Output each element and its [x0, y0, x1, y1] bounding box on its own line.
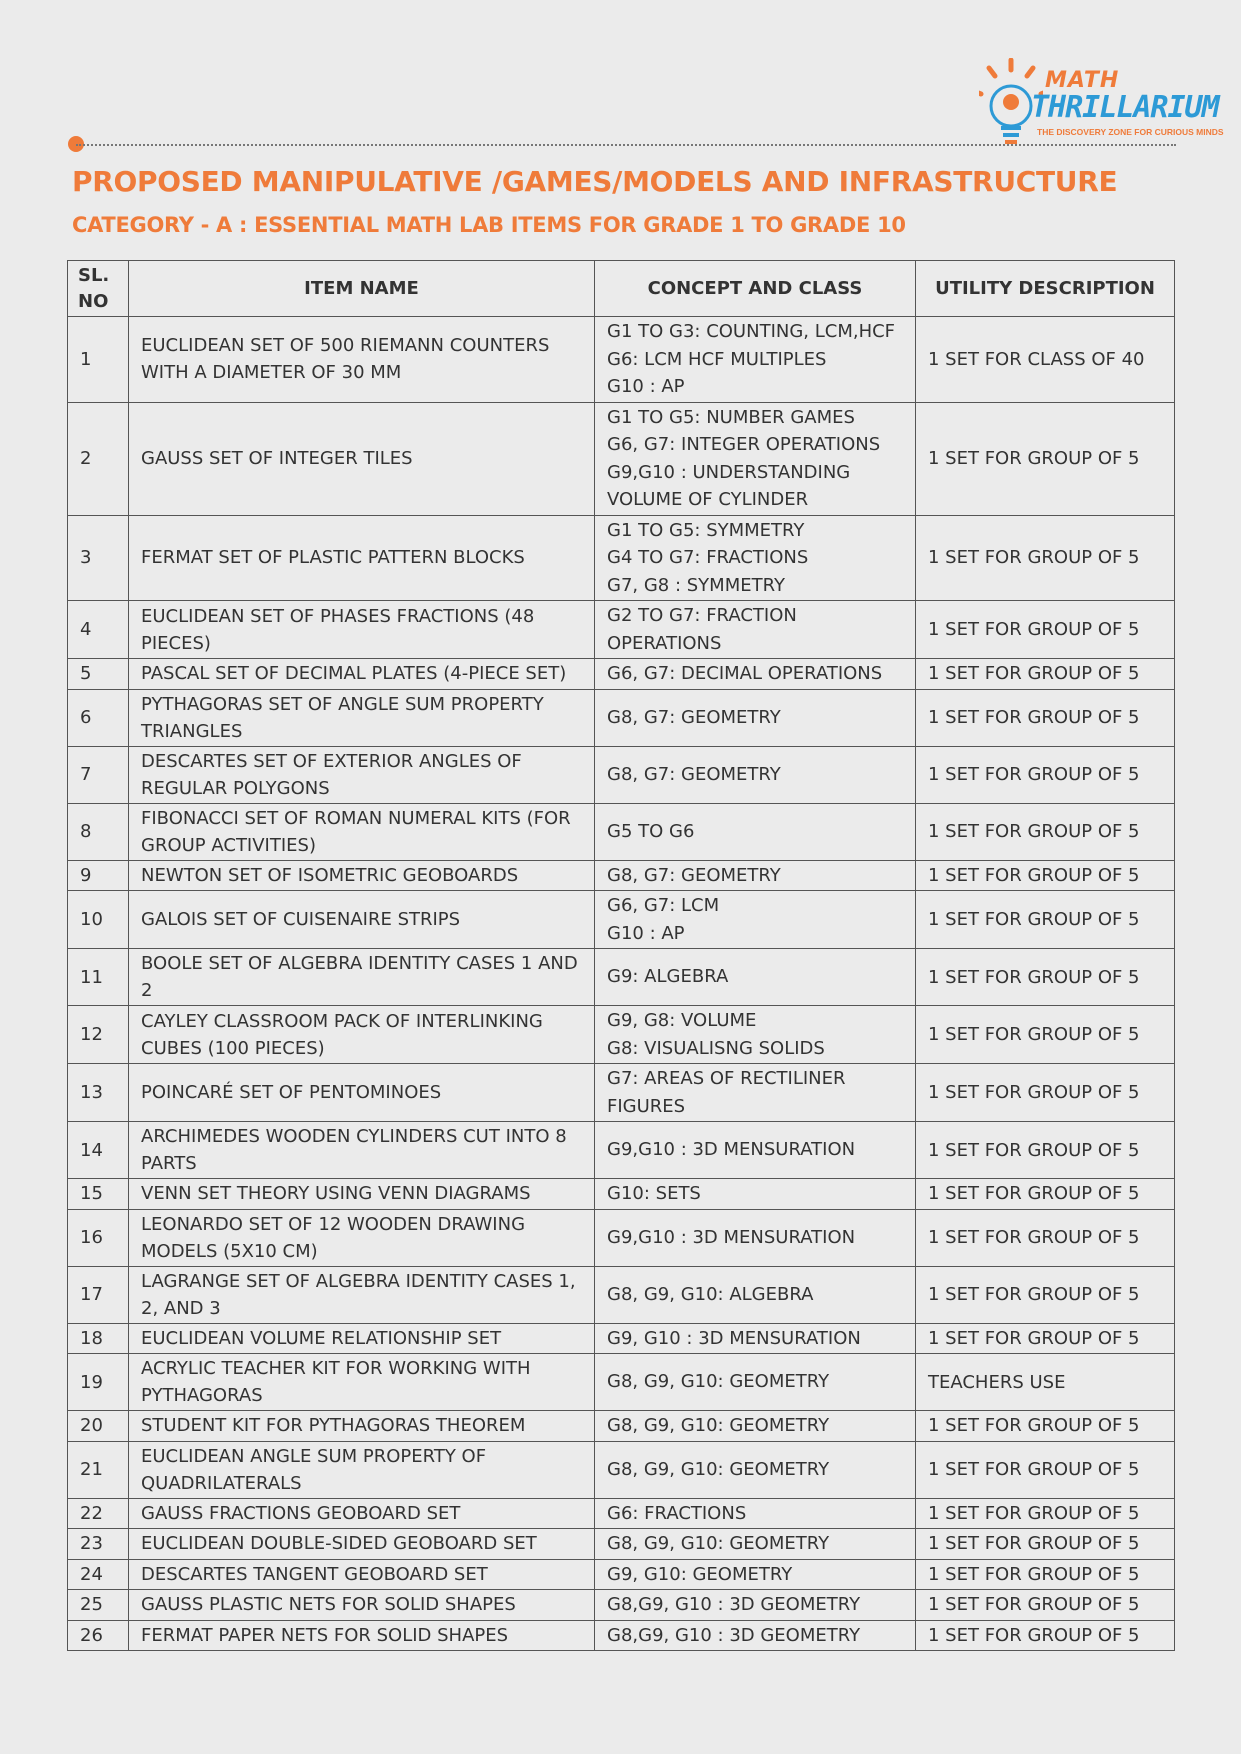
- concept-line: G6, G7: DECIMAL OPERATIONS: [607, 663, 883, 684]
- concept-class: [595, 746, 916, 803]
- concept-line: G5 TO G6: [607, 820, 695, 842]
- item-name: EUCLIDEAN VOLUME RELATIONSHIP SET: [129, 1323, 595, 1354]
- utility-description: 1 SET FOR GROUP OF 5: [916, 1590, 1175, 1621]
- row-number: 26: [68, 1620, 129, 1651]
- utility-description: 1 SET FOR GROUP OF 5: [916, 1266, 1175, 1323]
- utility-description: 1 SET FOR CLASS OF 40: [916, 317, 1175, 403]
- table-row: [68, 803, 1175, 860]
- table-row: [68, 1498, 1175, 1529]
- row-number: 5: [68, 659, 129, 690]
- utility-description: 1 SET FOR GROUP OF 5: [916, 1620, 1175, 1651]
- utility-description: 1 SET FOR GROUP OF 5: [916, 1064, 1175, 1122]
- concept-class: [595, 1064, 916, 1122]
- concept-line: G1 TO G5: NUMBER GAMES: [607, 406, 855, 428]
- concept-class: [595, 1620, 916, 1651]
- concept-line: G6: FRACTIONS: [607, 1502, 747, 1524]
- concept-class: [595, 601, 916, 659]
- row-number: 16: [68, 1209, 129, 1266]
- concept-line: G1 TO G5: SYMMETRY: [607, 519, 805, 541]
- table-row: [68, 1590, 1175, 1621]
- concept-line: G6, G7: INTEGER OPERATIONS: [607, 434, 881, 455]
- item-name: FERMAT SET OF PLASTIC PATTERN BLOCKS: [129, 515, 595, 601]
- item-name: FIBONACCI SET OF ROMAN NUMERAL KITS (FOR GROUP ACTIVITIES): [129, 803, 595, 860]
- row-number: 14: [68, 1122, 129, 1179]
- logo-word-math: MATH: [1045, 68, 1120, 93]
- concept-line: G8: VISUALISNG SOLIDS: [607, 1037, 825, 1059]
- table-row: [68, 746, 1175, 803]
- row-number: 8: [68, 803, 129, 860]
- concept-class: [595, 803, 916, 860]
- table-row: [68, 1266, 1175, 1323]
- concept-class: [595, 659, 916, 690]
- logo-word-thrillarium: THRILLARIUM: [1031, 90, 1219, 125]
- table-row: [68, 949, 1175, 1006]
- concept-class: [595, 1323, 916, 1354]
- table-header-row: [68, 261, 1175, 317]
- concept-class: [595, 1498, 916, 1529]
- concept-class: [595, 1122, 916, 1179]
- concept-line: G8, G7: GEOMETRY: [607, 763, 781, 785]
- concept-class: [595, 515, 916, 601]
- utility-description: 1 SET FOR GROUP OF 5: [916, 746, 1175, 803]
- brand-logo: [945, 36, 1224, 146]
- utility-description: 1 SET FOR GROUP OF 5: [916, 1441, 1175, 1498]
- concept-line: G9,G10 : 3D MENSURATION: [607, 1139, 856, 1161]
- item-name: DESCARTES SET OF EXTERIOR ANGLES OF REGULAR POLYGONS: [129, 746, 595, 803]
- item-name: DESCARTES TANGENT GEOBOARD SET: [129, 1559, 595, 1590]
- concept-line: G10 : AP: [607, 376, 685, 397]
- table-row: [68, 1411, 1175, 1442]
- utility-description: 1 SET FOR GROUP OF 5: [916, 515, 1175, 601]
- table-row: [68, 601, 1175, 659]
- row-number: 11: [68, 949, 129, 1006]
- concept-class: [595, 1411, 916, 1442]
- utility-description: 1 SET FOR GROUP OF 5: [916, 1411, 1175, 1442]
- concept-line: G10 : AP: [607, 922, 685, 944]
- concept-class: [595, 402, 916, 515]
- item-name: GALOIS SET OF CUISENAIRE STRIPS: [129, 891, 595, 949]
- utility-description: 1 SET FOR GROUP OF 5: [916, 1498, 1175, 1529]
- row-number: 13: [68, 1064, 129, 1122]
- row-number: 6: [68, 689, 129, 746]
- row-number: 17: [68, 1266, 129, 1323]
- concept-class: [595, 1529, 916, 1560]
- item-name: PYTHAGORAS SET OF ANGLE SUM PROPERTY TRIANGLES: [129, 689, 595, 746]
- item-name: STUDENT KIT FOR PYTHAGORAS THEOREM: [129, 1411, 595, 1442]
- item-name: NEWTON SET OF ISOMETRIC GEOBOARDS: [129, 860, 595, 891]
- concept-line: G6, G7: LCM: [607, 895, 720, 916]
- utility-description: 1 SET FOR GROUP OF 5: [916, 1006, 1175, 1064]
- row-number: 7: [68, 746, 129, 803]
- concept-class: [595, 1590, 916, 1621]
- concept-class: [595, 1441, 916, 1498]
- table-row: [68, 1323, 1175, 1354]
- page-subtitle: CATEGORY - A : ESSENTIAL MATH LAB ITEMS FOR GRADE 1 TO GRADE 10: [72, 213, 906, 237]
- table-row: [68, 1354, 1175, 1411]
- item-name: CAYLEY CLASSROOM PACK OF INTERLINKING CUBES (100 PIECES): [129, 1006, 595, 1064]
- utility-description: 1 SET FOR GROUP OF 5: [916, 1529, 1175, 1560]
- row-number: 9: [68, 860, 129, 891]
- utility-description: 1 SET FOR GROUP OF 5: [916, 1559, 1175, 1590]
- table-row: [68, 689, 1175, 746]
- concept-line: G8, G7: GEOMETRY: [607, 706, 781, 728]
- row-number: 2: [68, 402, 129, 515]
- row-number: 3: [68, 515, 129, 601]
- item-name: ARCHIMEDES WOODEN CYLINDERS CUT INTO 8 PARTS: [129, 1122, 595, 1179]
- table-row: [68, 1620, 1175, 1651]
- row-number: 20: [68, 1411, 129, 1442]
- utility-description: 1 SET FOR GROUP OF 5: [916, 949, 1175, 1006]
- utility-description: 1 SET FOR GROUP OF 5: [916, 891, 1175, 949]
- concept-line: G7, G8 : SYMMETRY: [607, 574, 785, 596]
- concept-class: [595, 860, 916, 891]
- dotted-divider: [76, 144, 1176, 146]
- item-name: GAUSS PLASTIC NETS FOR SOLID SHAPES: [129, 1590, 595, 1621]
- table-row: [68, 1122, 1175, 1179]
- utility-description: 1 SET FOR GROUP OF 5: [916, 601, 1175, 659]
- concept-line: G1 TO G3: COUNTING, LCM,HCF: [607, 321, 896, 342]
- concept-class: [595, 1354, 916, 1411]
- page-title: PROPOSED MANIPULATIVE /GAMES/MODELS AND INFRASTRUCTURE: [72, 165, 1118, 198]
- item-name: EUCLIDEAN SET OF PHASES FRACTIONS (48 PIECES): [129, 601, 595, 659]
- row-number: 4: [68, 601, 129, 659]
- item-name: POINCARÉ SET OF PENTOMINOES: [129, 1064, 595, 1122]
- utility-description: 1 SET FOR GROUP OF 5: [916, 860, 1175, 891]
- row-number: 15: [68, 1179, 129, 1210]
- utility-description: 1 SET FOR GROUP OF 5: [916, 1323, 1175, 1354]
- concept-line: G8, G9, G10: GEOMETRY: [607, 1458, 830, 1480]
- concept-line: G8, G9, G10: ALGEBRA: [607, 1283, 814, 1305]
- row-number: 25: [68, 1590, 129, 1621]
- utility-description: 1 SET FOR GROUP OF 5: [916, 402, 1175, 515]
- concept-line: G4 TO G7: FRACTIONS: [607, 547, 809, 568]
- item-name: GAUSS SET OF INTEGER TILES: [129, 402, 595, 515]
- table-row: [68, 402, 1175, 515]
- concept-line: G8, G9, G10: GEOMETRY: [607, 1533, 830, 1554]
- col-header-utility: UTILITY DESCRIPTION: [916, 261, 1175, 317]
- concept-class: [595, 1209, 916, 1266]
- concept-class: [595, 949, 916, 1006]
- concept-line: G2 TO G7: FRACTION OPERATIONS: [607, 605, 797, 654]
- utility-description: 1 SET FOR GROUP OF 5: [916, 1179, 1175, 1210]
- row-number: 23: [68, 1529, 129, 1560]
- item-name: LEONARDO SET OF 12 WOODEN DRAWING MODELS (5X10 CM): [129, 1209, 595, 1266]
- utility-description: 1 SET FOR GROUP OF 5: [916, 803, 1175, 860]
- concept-line: G9, G8: VOLUME: [607, 1010, 757, 1031]
- table-row: [68, 1064, 1175, 1122]
- logo-tagline: THE DISCOVERY ZONE FOR CURIOUS MINDS: [1037, 127, 1224, 137]
- table-row: [68, 515, 1175, 601]
- items-table: [67, 260, 1175, 1651]
- item-name: EUCLIDEAN SET OF 500 RIEMANN COUNTERS WITH A DIAMETER OF 30 MM: [129, 317, 595, 403]
- concept-line: G9, G10 : 3D MENSURATION: [607, 1327, 861, 1349]
- concept-line: G10: SETS: [607, 1183, 701, 1204]
- table-row: [68, 1179, 1175, 1210]
- table-row: [68, 891, 1175, 949]
- concept-line: G8, G9, G10: GEOMETRY: [607, 1415, 830, 1436]
- col-header-no: SL. NO: [68, 261, 129, 317]
- concept-class: [595, 1266, 916, 1323]
- concept-line: G8, G9, G10: GEOMETRY: [607, 1371, 830, 1393]
- item-name: VENN SET THEORY USING VENN DIAGRAMS: [129, 1179, 595, 1210]
- row-number: 12: [68, 1006, 129, 1064]
- item-name: LAGRANGE SET OF ALGEBRA IDENTITY CASES 1, 2, AND 3: [129, 1266, 595, 1323]
- concept-line: G9,G10 : 3D MENSURATION: [607, 1226, 856, 1248]
- concept-class: [595, 317, 916, 403]
- row-number: 21: [68, 1441, 129, 1498]
- concept-line: G8,G9, G10 : 3D GEOMETRY: [607, 1624, 861, 1646]
- row-number: 10: [68, 891, 129, 949]
- item-name: PASCAL SET OF DECIMAL PLATES (4-PIECE SET): [129, 659, 595, 690]
- table-row: [68, 1559, 1175, 1590]
- row-number: 19: [68, 1354, 129, 1411]
- item-name: EUCLIDEAN ANGLE SUM PROPERTY OF QUADRILATERALS: [129, 1441, 595, 1498]
- row-number: 18: [68, 1323, 129, 1354]
- concept-line: G9, G10: GEOMETRY: [607, 1563, 793, 1585]
- item-name: BOOLE SET OF ALGEBRA IDENTITY CASES 1 AND 2: [129, 949, 595, 1006]
- row-number: 1: [68, 317, 129, 403]
- concept-line: G8,G9, G10 : 3D GEOMETRY: [607, 1594, 861, 1615]
- table-row: [68, 860, 1175, 891]
- row-number: 22: [68, 1498, 129, 1529]
- concept-line: G7: AREAS OF RECTILINER FIGURES: [607, 1068, 846, 1117]
- table-row: [68, 1529, 1175, 1560]
- utility-description: 1 SET FOR GROUP OF 5: [916, 1122, 1175, 1179]
- concept-class: [595, 1179, 916, 1210]
- item-name: FERMAT PAPER NETS FOR SOLID SHAPES: [129, 1620, 595, 1651]
- table-row: [68, 1441, 1175, 1498]
- item-name: ACRYLIC TEACHER KIT FOR WORKING WITH PYTHAGORAS: [129, 1354, 595, 1411]
- concept-class: [595, 1559, 916, 1590]
- item-name: EUCLIDEAN DOUBLE-SIDED GEOBOARD SET: [129, 1529, 595, 1560]
- concept-line: G6: LCM HCF MULTIPLES: [607, 348, 827, 370]
- utility-description: 1 SET FOR GROUP OF 5: [916, 659, 1175, 690]
- col-header-item: ITEM NAME: [129, 261, 595, 317]
- table-row: [68, 1006, 1175, 1064]
- utility-description: 1 SET FOR GROUP OF 5: [916, 1209, 1175, 1266]
- row-number: 24: [68, 1559, 129, 1590]
- item-name: GAUSS FRACTIONS GEOBOARD SET: [129, 1498, 595, 1529]
- concept-class: [595, 891, 916, 949]
- table-row: [68, 1209, 1175, 1266]
- concept-line: G8, G7: GEOMETRY: [607, 864, 781, 886]
- concept-class: [595, 1006, 916, 1064]
- col-header-concept: CONCEPT AND CLASS: [595, 261, 916, 317]
- concept-line: G9,G10 : UNDERSTANDING VOLUME OF CYLINDER: [607, 461, 851, 510]
- table-row: [68, 659, 1175, 690]
- utility-description: 1 SET FOR GROUP OF 5: [916, 689, 1175, 746]
- table-row: [68, 317, 1175, 403]
- utility-description: TEACHERS USE: [916, 1354, 1175, 1411]
- concept-class: [595, 689, 916, 746]
- concept-line: G9: ALGEBRA: [607, 966, 729, 988]
